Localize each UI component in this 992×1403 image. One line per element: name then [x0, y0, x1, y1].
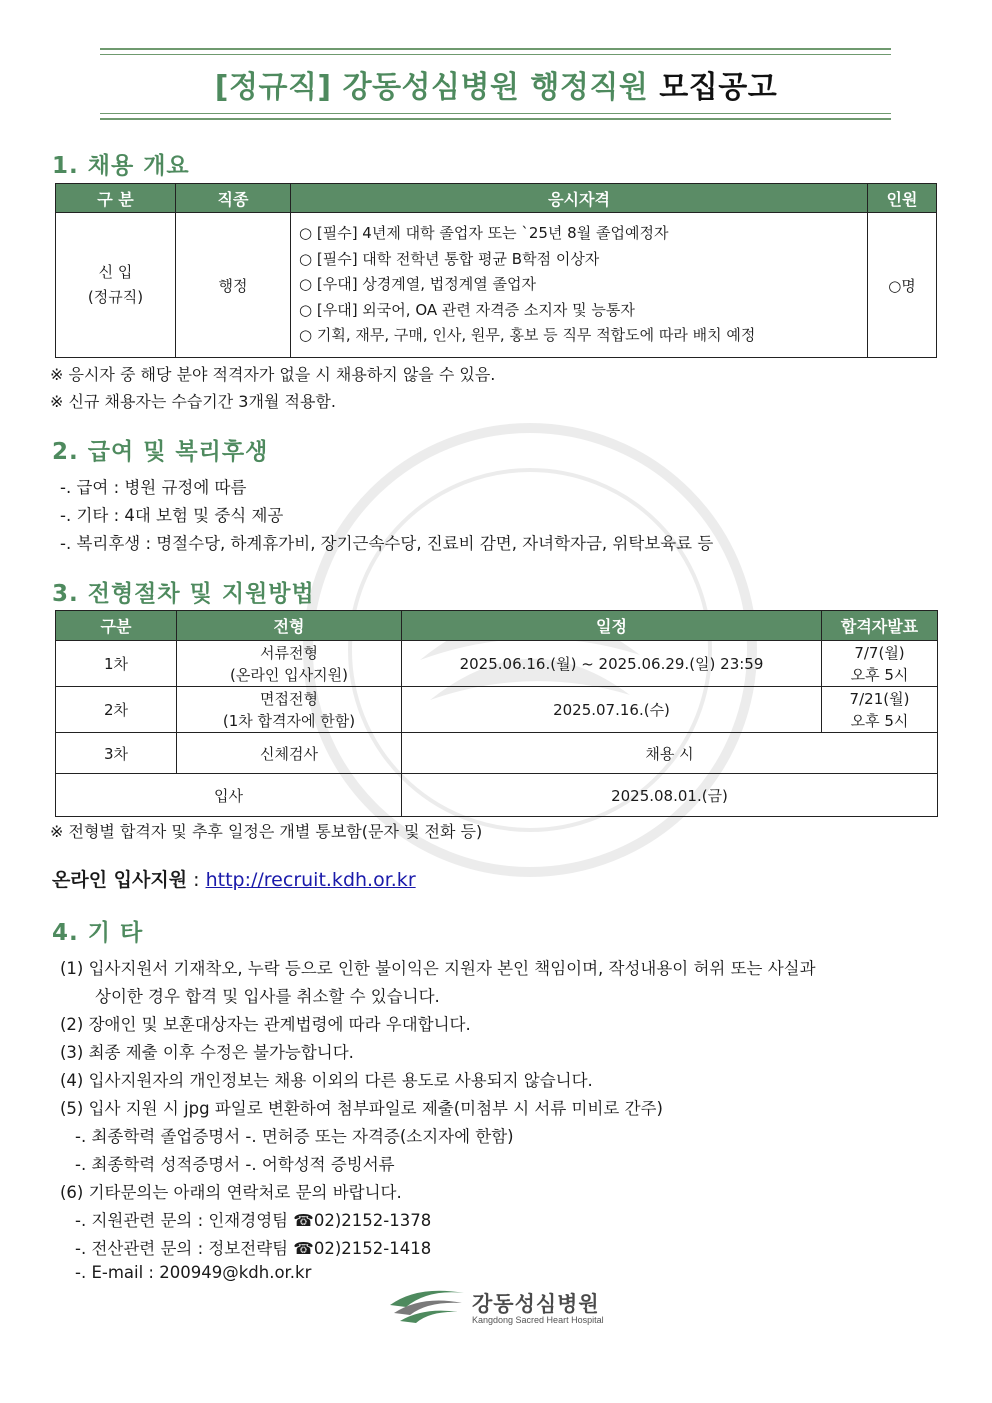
schedule-cell: 2025.06.16.(월) ~ 2025.06.29.(일) 23:59 — [402, 641, 822, 687]
title-rule-top — [100, 48, 891, 50]
col-header-schedule: 일정 — [402, 611, 822, 641]
benefit-item: -. 기타 : 4대 보험 및 중식 제공 — [60, 506, 284, 525]
col-header-category: 구 분 — [56, 184, 176, 213]
title-suffix: 모집공고 — [659, 70, 778, 105]
etc-item: 상이한 경우 합격 및 입사를 취소할 수 있습니다. — [95, 987, 440, 1006]
category-line2: (정규직) — [87, 288, 144, 306]
section1-note: ※ 응시자 중 해당 분야 적격자가 없을 시 채용하지 않을 수 있음. — [50, 365, 496, 384]
etc-item: (4) 입사지원자의 개인정보는 채용 이외의 다른 용도로 사용되지 않습니다. — [60, 1071, 593, 1090]
title-rule-bottom-thin — [100, 113, 891, 114]
online-apply-line — [52, 865, 416, 892]
logo-subtitle: Kangdong Sacred Heart Hospital — [472, 1315, 604, 1325]
etc-item: (1) 입사지원서 기재착오, 누락 등으로 인한 불이익은 지원자 본인 책임이며, 작성내용이 허위 또는 사실과 — [60, 959, 816, 978]
col-header-stage: 구분 — [56, 611, 177, 641]
qualification-cell — [291, 213, 868, 358]
type-cell — [177, 687, 402, 733]
logo-name: 강동성심병원 — [472, 1292, 600, 1316]
title-rule-bottom — [100, 118, 891, 120]
apply-link[interactable]: http://recruit.kdh.or.kr — [205, 869, 416, 891]
result-line1: 7/7(월) — [854, 643, 905, 662]
table-row — [56, 213, 937, 358]
section3-heading: 3. 전형절차 및 지원방법 — [52, 581, 315, 607]
type-line1: 서류전형 — [260, 643, 318, 662]
stage-cell: 1차 — [56, 641, 177, 687]
section1-heading: 1. 채용 개요 — [52, 153, 190, 179]
recruitment-overview-table — [55, 183, 937, 358]
entry-date-cell: 2025.08.01.(금) — [402, 774, 938, 817]
selection-process-table — [55, 610, 938, 817]
section2-heading: 2. 급여 및 복리후생 — [52, 439, 269, 465]
section3-note: ※ 전형별 합격자 및 추후 일정은 개별 통보함(문자 및 전화 등) — [50, 822, 483, 841]
title-rule-top-thin — [100, 54, 891, 55]
etc-subitem: -. 최종학력 졸업증명서 -. 면허증 또는 자격증(소지자에 한함) — [75, 1127, 514, 1146]
result-cell — [822, 687, 938, 733]
entry-label-cell: 입사 — [56, 774, 402, 817]
category-line1: 신 입 — [98, 263, 133, 281]
type-line2: (온라인 입사지원) — [230, 665, 348, 684]
etc-item: (6) 기타문의는 아래의 연락처로 문의 바랍니다. — [60, 1183, 402, 1202]
job-cell: 행정 — [176, 213, 291, 358]
table-row — [56, 687, 938, 733]
page-title — [0, 62, 992, 106]
hospital-logo-icon — [388, 1283, 466, 1325]
schedule-cell: 채용 시 — [402, 733, 938, 774]
email-item: -. E-mail : 200949@kdh.or.kr — [75, 1263, 312, 1282]
qualification-item: ○ [필수] 대학 전학년 통합 평균 B학점 이상자 — [299, 249, 600, 268]
schedule-cell: 2025.07.16.(수) — [402, 687, 822, 733]
headcount-cell: ○명 — [868, 213, 937, 358]
section4-heading: 4. 기 타 — [52, 920, 144, 946]
result-line2: 오후 5시 — [850, 711, 909, 730]
qualification-item: ○ 기획, 재무, 구매, 인사, 원무, 홍보 등 직무 적합도에 따라 배치 예정 — [299, 326, 756, 345]
etc-item: (3) 최종 제출 이후 수정은 불가능합니다. — [60, 1043, 354, 1062]
type-cell — [177, 641, 402, 687]
type-cell: 신체검사 — [177, 733, 402, 774]
table-row — [56, 774, 938, 817]
col-header-job: 직종 — [176, 184, 291, 213]
stage-cell: 3차 — [56, 733, 177, 774]
result-line1: 7/21(월) — [849, 689, 910, 708]
benefit-item: -. 복리후생 : 명절수당, 하계휴가비, 장기근속수당, 진료비 감면, 자녀학자금, 위탁보육료 등 — [60, 534, 714, 553]
apply-separator: : — [187, 869, 206, 891]
col-header-qualification: 응시자격 — [291, 184, 868, 213]
contact-item: -. 지원관련 문의 : 인재경영팀 ☎02)2152-1378 — [75, 1211, 432, 1230]
result-line2: 오후 5시 — [850, 665, 909, 684]
result-cell — [822, 641, 938, 687]
contact-item: -. 전산관련 문의 : 정보전략팀 ☎02)2152-1418 — [75, 1239, 432, 1258]
col-header-type: 전형 — [177, 611, 402, 641]
table-row — [56, 641, 938, 687]
etc-subitem: -. 최종학력 성적증명서 -. 어학성적 증빙서류 — [75, 1155, 395, 1174]
section1-note: ※ 신규 채용자는 수습기간 3개월 적용함. — [50, 392, 336, 411]
qualification-item: ○ [우대] 외국어, OA 관련 자격증 소지자 및 능통자 — [299, 300, 635, 319]
type-line2: (1차 합격자에 한함) — [222, 711, 356, 730]
etc-item: (2) 장애인 및 보훈대상자는 관계법령에 따라 우대합니다. — [60, 1015, 471, 1034]
table-row — [56, 733, 938, 774]
title-prefix: [정규직] 강동성심병원 행정직원 — [214, 70, 649, 105]
qualification-item: ○ [필수] 4년제 대학 졸업자 또는 `25년 8월 졸업예정자 — [299, 224, 669, 243]
category-cell — [56, 213, 176, 358]
stage-cell: 2차 — [56, 687, 177, 733]
col-header-headcount: 인원 — [868, 184, 937, 213]
apply-label: 온라인 입사지원 — [52, 869, 188, 891]
type-line1: 면접전형 — [260, 689, 318, 708]
benefit-item: -. 급여 : 병원 규정에 따름 — [60, 478, 247, 497]
col-header-result: 합격자발표 — [822, 611, 938, 641]
etc-item: (5) 입사 지원 시 jpg 파일로 변환하여 첨부파일로 제출(미첨부 시 서류 미비로 간주) — [60, 1099, 663, 1118]
qualification-item: ○ [우대] 상경계열, 법정계열 졸업자 — [299, 275, 537, 294]
